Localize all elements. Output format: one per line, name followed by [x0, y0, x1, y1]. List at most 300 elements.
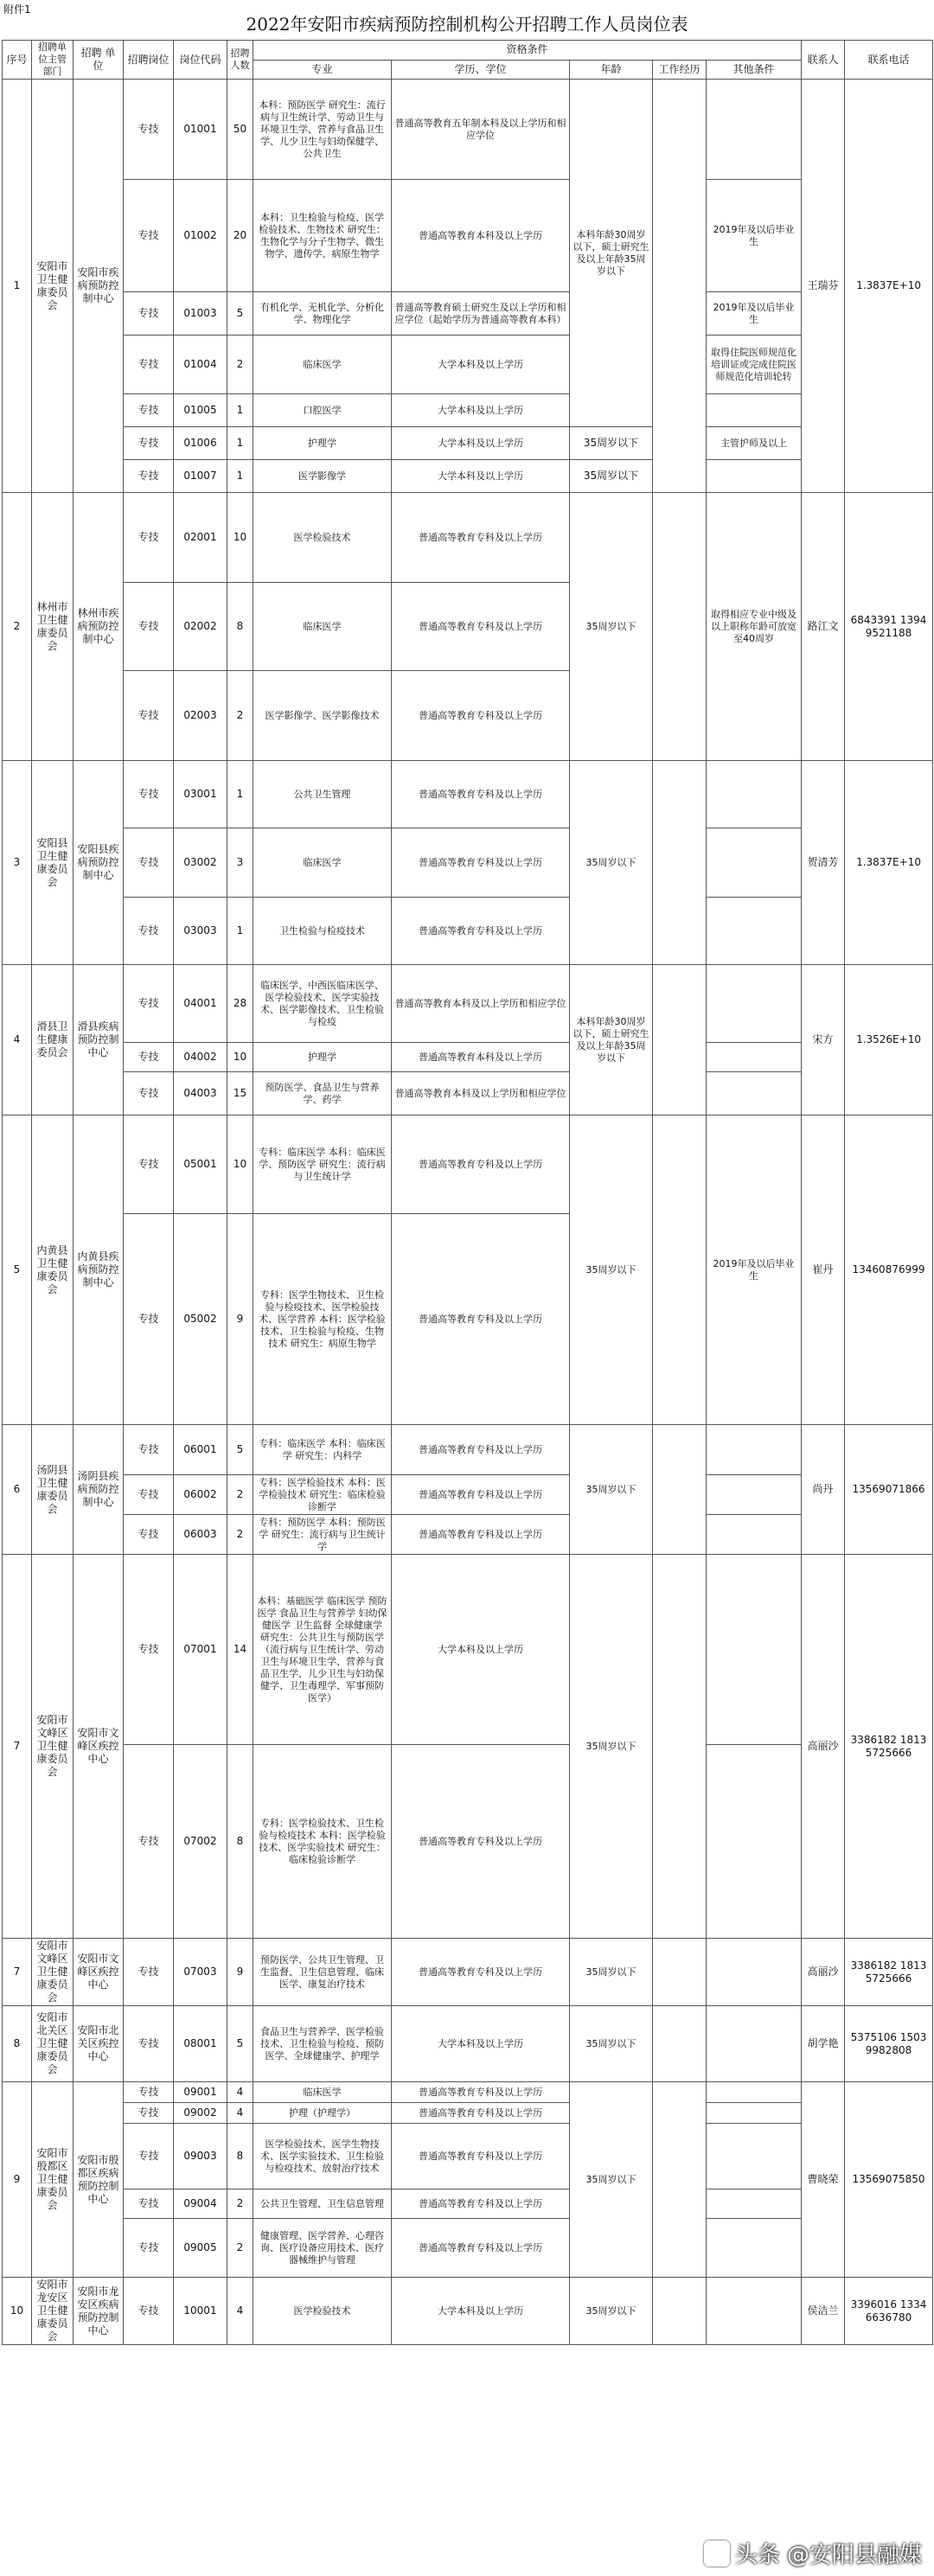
- header-qual: 资格条件: [253, 41, 802, 61]
- header-edu: 学历、学位: [392, 60, 570, 80]
- table-row: [3, 2103, 933, 2124]
- edu-cell: 普通高等教育专科及以上学历: [392, 1425, 570, 1475]
- type-cell: 专技: [124, 1425, 174, 1475]
- age-cell: 35周岁以下: [570, 427, 653, 460]
- other-cell: [707, 2278, 802, 2345]
- type-cell: 专技: [124, 583, 174, 671]
- phone-cell: 3396016 13346636780: [845, 2278, 933, 2345]
- code-cell: 09002: [174, 2103, 227, 2124]
- age-cell: 35周岁以下: [570, 1939, 653, 2006]
- unit-cell: 安阳市殷都区疾病预防控制中心: [74, 2082, 124, 2278]
- seq-cell: 4: [3, 965, 32, 1115]
- age-cell: 35周岁以下: [570, 2006, 653, 2082]
- contact-cell: 高丽沙: [802, 1555, 845, 1939]
- age-cell: 35周岁以下: [570, 1425, 653, 1555]
- count-cell: 15: [227, 1072, 253, 1115]
- code-cell: 02001: [174, 493, 227, 583]
- header-code: 岗位代码: [174, 41, 227, 80]
- edu-cell: 普通高等教育硕士研究生及以上学历和相应学位（起始学历为普通高等教育本科）: [392, 292, 570, 336]
- dept-cell: 安阳县卫生健康委员会: [32, 761, 74, 965]
- other-cell: [707, 761, 802, 828]
- type-cell: 专技: [124, 2219, 174, 2278]
- dept-cell: 安阳市北关区卫生健康委员会: [32, 2006, 74, 2082]
- major-cell: 预防医学、食品卫生与营养学、药学: [253, 1072, 392, 1115]
- count-cell: 4: [227, 2278, 253, 2345]
- count-cell: 5: [227, 292, 253, 336]
- phone-cell: 13569071866: [845, 1425, 933, 1555]
- table-row: [3, 2219, 933, 2278]
- dept-cell: 汤阴县卫生健康委员会: [32, 1425, 74, 1555]
- edu-cell: 普通高等教育专科及以上学历: [392, 898, 570, 965]
- age-cell: 35周岁以下: [570, 460, 653, 493]
- age-cell: 35周岁以下: [570, 2082, 653, 2278]
- code-cell: 01007: [174, 460, 227, 493]
- other-cell: [707, 898, 802, 965]
- count-cell: 20: [227, 180, 253, 292]
- other-cell: [707, 2103, 802, 2124]
- major-cell: 预防医学、公共卫生管理、卫生监督、卫生信息管理、临床医学、康复治疗技术: [253, 1939, 392, 2006]
- table-row: [3, 2189, 933, 2219]
- unit-cell: 滑县疾病预防控制中心: [74, 965, 124, 1115]
- header-phone: 联系电话: [845, 41, 933, 80]
- table-row: [3, 1043, 933, 1072]
- header-dept: 招聘单位主管部门: [32, 41, 74, 80]
- type-cell: 专技: [124, 394, 174, 427]
- contact-cell: 贺清芳: [802, 761, 845, 965]
- table-row: [3, 965, 933, 1043]
- phone-cell: 3386182 18135725666: [845, 1555, 933, 1939]
- type-cell: 专技: [124, 2124, 174, 2189]
- phone-cell: 13460876999: [845, 1115, 933, 1425]
- header-count: 招聘人数: [227, 41, 253, 80]
- count-cell: 1: [227, 898, 253, 965]
- seq-cell: 7: [3, 1555, 32, 1939]
- type-cell: 专技: [124, 2006, 174, 2082]
- age-cell: 本科年龄30周岁以下，硕士研究生及以上年龄35周岁以下: [570, 965, 653, 1115]
- count-cell: 28: [227, 965, 253, 1043]
- edu-cell: 普通高等教育专科及以上学历: [392, 2219, 570, 2278]
- major-cell: 专科：临床医学 本科：临床医学 研究生：内科学: [253, 1425, 392, 1475]
- edu-cell: 普通高等教育本科及以上学历: [392, 1043, 570, 1072]
- age-cell: 35周岁以下: [570, 2278, 653, 2345]
- type-cell: 专技: [124, 2278, 174, 2345]
- table-row: [3, 1072, 933, 1115]
- other-cell: 2019年及以后毕业生: [707, 1115, 802, 1425]
- edu-cell: 普通高等教育五年制本科及以上学历和相应学位: [392, 80, 570, 180]
- count-cell: 2: [227, 2189, 253, 2219]
- count-cell: 2: [227, 336, 253, 394]
- other-cell: 2019年及以后毕业生: [707, 180, 802, 292]
- type-cell: 专技: [124, 1745, 174, 1939]
- table-row: [3, 460, 933, 493]
- unit-cell: 安阳市文峰区疾控中心: [74, 1555, 124, 1939]
- code-cell: 09001: [174, 2082, 227, 2103]
- header-major: 专业: [253, 60, 392, 80]
- seq-cell: 5: [3, 1115, 32, 1425]
- seq-cell: 10: [3, 2278, 32, 2345]
- header-type: 招聘岗位: [124, 41, 174, 80]
- type-cell: 专技: [124, 1214, 174, 1425]
- other-cell: [707, 2219, 802, 2278]
- count-cell: 1: [227, 460, 253, 493]
- unit-cell: 汤阴县疾病预防控制中心: [74, 1425, 124, 1555]
- type-cell: 专技: [124, 965, 174, 1043]
- type-cell: 专技: [124, 898, 174, 965]
- major-cell: 医学检验技术: [253, 493, 392, 583]
- type-cell: 专技: [124, 2189, 174, 2219]
- major-cell: 护理学: [253, 1043, 392, 1072]
- code-cell: 07003: [174, 1939, 227, 2006]
- phone-cell: 6843391 13949521188: [845, 493, 933, 761]
- major-cell: 本科：卫生检验与检疫、医学检验技术、生物技术 研究生：生物化学与分子生物学、微生物学、遗传学、病原生物学: [253, 180, 392, 292]
- major-cell: 卫生检验与检疫技术: [253, 898, 392, 965]
- other-cell: [707, 460, 802, 493]
- count-cell: 5: [227, 2006, 253, 2082]
- table-row: [3, 1515, 933, 1555]
- other-cell: [707, 1475, 802, 1515]
- major-cell: 临床医学: [253, 336, 392, 394]
- major-cell: 医学影像学、医学影像技术: [253, 671, 392, 761]
- header-exp: 工作经历: [653, 60, 707, 80]
- count-cell: 2: [227, 1475, 253, 1515]
- age-cell: 35周岁以下: [570, 761, 653, 965]
- other-cell: [707, 2189, 802, 2219]
- type-cell: 专技: [124, 427, 174, 460]
- unit-cell: 安阳市文峰区疾控中心: [74, 1939, 124, 2006]
- edu-cell: 大学本科及以上学历: [392, 427, 570, 460]
- seq-cell: 2: [3, 493, 32, 761]
- edu-cell: 普通高等教育专科及以上学历: [392, 2189, 570, 2219]
- code-cell: 06001: [174, 1425, 227, 1475]
- major-cell: 临床医学: [253, 2082, 392, 2103]
- other-cell: 2019年及以后毕业生: [707, 292, 802, 336]
- exp-cell: [653, 493, 707, 761]
- other-cell: [707, 1555, 802, 1745]
- unit-cell: 内黄县疾病预防控制中心: [74, 1115, 124, 1425]
- unit-cell: 安阳市北关区疾控中心: [74, 2006, 124, 2082]
- major-cell: 医学影像学: [253, 460, 392, 493]
- table-row: [3, 2124, 933, 2189]
- edu-cell: 普通高等教育专科及以上学历: [392, 2082, 570, 2103]
- header-contact: 联系人: [802, 41, 845, 80]
- exp-cell: [653, 965, 707, 1115]
- table-row: [3, 828, 933, 898]
- major-cell: 健康管理、医学营养、心理咨询、医疗设备应用技术、医疗器械维护与管理: [253, 2219, 392, 2278]
- major-cell: 专科：医学检验技术、卫生检验与检疫技术 本科：医学检验技术、医学实验技术 研究生：临床检验诊断学: [253, 1745, 392, 1939]
- media-logo-icon: [704, 2541, 730, 2566]
- dept-cell: 安阳市殷都区卫生健康委员会: [32, 2082, 74, 2278]
- type-cell: 专技: [124, 2082, 174, 2103]
- major-cell: 专科：医学生物技术、卫生检验与检疫技术、医学检验技术、医学营养 本科：医学检验技术、卫生检验与检疫、生物技术 研究生：病原生物学: [253, 1214, 392, 1425]
- type-cell: 专技: [124, 671, 174, 761]
- count-cell: 10: [227, 1043, 253, 1072]
- edu-cell: 普通高等教育专科及以上学历: [392, 2124, 570, 2189]
- type-cell: 专技: [124, 1043, 174, 1072]
- table-row: [3, 180, 933, 292]
- phone-cell: 1.3526E+10: [845, 965, 933, 1115]
- page-title: 2022年安阳市疾病预防控制机构公开招聘工作人员岗位表: [246, 14, 688, 35]
- major-cell: 本科：基础医学 临床医学 预防医学 食品卫生与营养学 妇幼保健医学 卫生监督 全球健康学 研究生：公共卫生与预防医学（流行病与卫生统计学、劳动卫生与环境卫生学、营养与食品卫生学、儿少卫生与妇幼保健学、卫生毒理学、军事预防医学）: [253, 1555, 392, 1745]
- other-cell: [707, 80, 802, 180]
- dept-cell: 林州市卫生健康委员会: [32, 493, 74, 761]
- table-row: [3, 1425, 933, 1475]
- major-cell: 护理学: [253, 427, 392, 460]
- table-row: [3, 1745, 933, 1939]
- dept-cell: 安阳市文峰区卫生健康委员会: [32, 1555, 74, 1939]
- edu-cell: 普通高等教育专科及以上学历: [392, 1515, 570, 1555]
- type-cell: 专技: [124, 1555, 174, 1745]
- age-cell: 本科年龄30周岁以下，硕士研究生及以上年龄35周岁以下: [570, 80, 653, 427]
- code-cell: 01002: [174, 180, 227, 292]
- seq-cell: 8: [3, 2006, 32, 2082]
- major-cell: 医学检验技术: [253, 2278, 392, 2345]
- header-unit: 招聘 单位: [74, 41, 124, 80]
- other-cell: 取得住院医师规范化培训证或完成住院医师规范化培训轮转: [707, 336, 802, 394]
- contact-cell: 宋方: [802, 965, 845, 1115]
- exp-cell: [653, 2082, 707, 2278]
- dept-cell: 滑县卫生健康委员会: [32, 965, 74, 1115]
- code-cell: 03002: [174, 828, 227, 898]
- code-cell: 01004: [174, 336, 227, 394]
- code-cell: 02003: [174, 671, 227, 761]
- other-cell: [707, 965, 802, 1043]
- exp-cell: [653, 80, 707, 493]
- other-cell: [707, 2124, 802, 2189]
- seq-cell: 9: [3, 2082, 32, 2278]
- edu-cell: 普通高等教育专科及以上学历: [392, 1939, 570, 2006]
- table-row: [3, 1555, 933, 1745]
- table-row: [3, 493, 933, 583]
- type-cell: 专技: [124, 828, 174, 898]
- attachment-label: 附件1: [3, 3, 31, 16]
- exp-cell: [653, 2278, 707, 2345]
- code-cell: 01003: [174, 292, 227, 336]
- unit-cell: 安阳县疾病预防控制中心: [74, 761, 124, 965]
- edu-cell: 普通高等教育专科及以上学历: [392, 1214, 570, 1425]
- edu-cell: 大学本科及以上学历: [392, 1555, 570, 1745]
- count-cell: 14: [227, 1555, 253, 1745]
- contact-cell: 崔丹: [802, 1115, 845, 1425]
- count-cell: 4: [227, 2103, 253, 2124]
- table-row: [3, 2278, 933, 2345]
- edu-cell: 大学本科及以上学历: [392, 460, 570, 493]
- table-row: [3, 292, 933, 336]
- table-row: [3, 1475, 933, 1515]
- type-cell: 专技: [124, 493, 174, 583]
- dept-cell: 安阳市龙安区卫生健康委员会: [32, 2278, 74, 2345]
- phone-cell: 3386182 18135725666: [845, 1939, 933, 2006]
- code-cell: 10001: [174, 2278, 227, 2345]
- seq-cell: 1: [3, 80, 32, 493]
- phone-cell: 13569075850: [845, 2082, 933, 2278]
- contact-cell: 尚丹: [802, 1425, 845, 1555]
- age-cell: 35周岁以下: [570, 493, 653, 761]
- edu-cell: 普通高等教育专科及以上学历: [392, 761, 570, 828]
- other-cell: [707, 1072, 802, 1115]
- seq-cell: 3: [3, 761, 32, 965]
- major-cell: 公共卫生管理: [253, 761, 392, 828]
- other-cell: 主管护师及以上: [707, 427, 802, 460]
- age-cell: 35周岁以下: [570, 1555, 653, 1939]
- table-row: [3, 394, 933, 427]
- count-cell: 4: [227, 2082, 253, 2103]
- count-cell: 2: [227, 671, 253, 761]
- code-cell: 07001: [174, 1555, 227, 1745]
- code-cell: 01006: [174, 427, 227, 460]
- other-cell: [707, 2082, 802, 2103]
- exp-cell: [653, 1555, 707, 1939]
- code-cell: 05001: [174, 1115, 227, 1214]
- type-cell: 专技: [124, 1515, 174, 1555]
- edu-cell: 普通高等教育专科及以上学历: [392, 493, 570, 583]
- contact-cell: 曹晓荣: [802, 2082, 845, 2278]
- type-cell: 专技: [124, 292, 174, 336]
- code-cell: 04002: [174, 1043, 227, 1072]
- watermark-text: 头条 @安阳县融媒: [734, 2542, 922, 2568]
- edu-cell: 普通高等教育专科及以上学历: [392, 828, 570, 898]
- code-cell: 06002: [174, 1475, 227, 1515]
- table-row: [3, 2006, 933, 2082]
- major-cell: 口腔医学: [253, 394, 392, 427]
- code-cell: 01005: [174, 394, 227, 427]
- table-row: [3, 898, 933, 965]
- dept-cell: 安阳市文峰区卫生健康委员会: [32, 1939, 74, 2006]
- code-cell: 05002: [174, 1214, 227, 1425]
- other-cell: [707, 1745, 802, 1939]
- edu-cell: 普通高等教育专科及以上学历: [392, 2103, 570, 2124]
- code-cell: 01001: [174, 80, 227, 180]
- exp-cell: [653, 1425, 707, 1555]
- edu-cell: 普通高等教育本科及以上学历和相应学位: [392, 1072, 570, 1115]
- count-cell: 50: [227, 80, 253, 180]
- age-cell: 35周岁以下: [570, 1115, 653, 1425]
- code-cell: 02002: [174, 583, 227, 671]
- recruitment-table: [2, 40, 933, 2345]
- count-cell: 2: [227, 2219, 253, 2278]
- unit-cell: 安阳市龙安区疾病预防控制中心: [74, 2278, 124, 2345]
- other-cell: [707, 394, 802, 427]
- table-row: [3, 1939, 933, 2006]
- type-cell: 专技: [124, 2103, 174, 2124]
- table-row: [3, 80, 933, 180]
- major-cell: 专科：预防医学 本科：预防医学 研究生：流行病与卫生统计学: [253, 1515, 392, 1555]
- count-cell: 5: [227, 1425, 253, 1475]
- code-cell: 07002: [174, 1745, 227, 1939]
- exp-cell: [653, 1115, 707, 1425]
- major-cell: 专科：临床医学 本科：临床医学、预防医学 研究生：流行病与卫生统计学: [253, 1115, 392, 1214]
- header-seq: 序号: [3, 41, 32, 80]
- count-cell: 2: [227, 1515, 253, 1555]
- edu-cell: 普通高等教育专科及以上学历: [392, 671, 570, 761]
- table-row: [3, 761, 933, 828]
- count-cell: 8: [227, 2124, 253, 2189]
- edu-cell: 大学本科及以上学历: [392, 2278, 570, 2345]
- dept-cell: 安阳市卫生健康委员会: [32, 80, 74, 493]
- contact-cell: 胡学艳: [802, 2006, 845, 2082]
- major-cell: 本科：预防医学 研究生：流行病与卫生统计学、劳动卫生与环境卫生学、营养与食品卫生学、儿少卫生与妇幼保健学、公共卫生: [253, 80, 392, 180]
- contact-cell: 侯洁兰: [802, 2278, 845, 2345]
- code-cell: 09004: [174, 2189, 227, 2219]
- other-cell: 取得相应专业中级及以上职称年龄可放宽至40周岁: [707, 493, 802, 761]
- edu-cell: 普通高等教育专科及以上学历: [392, 1475, 570, 1515]
- code-cell: 03001: [174, 761, 227, 828]
- major-cell: 有机化学、无机化学、分析化学、物理化学: [253, 292, 392, 336]
- seq-cell: 7: [3, 1939, 32, 2006]
- type-cell: 专技: [124, 1939, 174, 2006]
- seq-cell: 6: [3, 1425, 32, 1555]
- major-cell: 公共卫生管理、卫生信息管理: [253, 2189, 392, 2219]
- count-cell: 3: [227, 828, 253, 898]
- table-row: [3, 336, 933, 394]
- edu-cell: 普通高等教育本科及以上学历和相应学位: [392, 965, 570, 1043]
- unit-cell: 安阳市疾病预防控制中心: [74, 80, 124, 493]
- count-cell: 9: [227, 1214, 253, 1425]
- header-age: 年龄: [570, 60, 653, 80]
- count-cell: 1: [227, 427, 253, 460]
- code-cell: 09003: [174, 2124, 227, 2189]
- type-cell: 专技: [124, 1072, 174, 1115]
- other-cell: [707, 2006, 802, 2082]
- code-cell: 03003: [174, 898, 227, 965]
- contact-cell: 高丽沙: [802, 1939, 845, 2006]
- other-cell: [707, 1043, 802, 1072]
- edu-cell: 普通高等教育专科及以上学历: [392, 1745, 570, 1939]
- contact-cell: 王瑞芬: [802, 80, 845, 493]
- code-cell: 04003: [174, 1072, 227, 1115]
- type-cell: 专技: [124, 336, 174, 394]
- edu-cell: 普通高等教育专科及以上学历: [392, 1115, 570, 1214]
- edu-cell: 大学本科及以上学历: [392, 336, 570, 394]
- count-cell: 9: [227, 1939, 253, 2006]
- count-cell: 10: [227, 1115, 253, 1214]
- dept-cell: 内黄县卫生健康委员会: [32, 1115, 74, 1425]
- table-row: [3, 2082, 933, 2103]
- major-cell: 临床医学、中西医临床医学、医学检验技术、医学实验技术、医学影像技术、卫生检验与检疫: [253, 965, 392, 1043]
- watermark: [704, 2537, 922, 2569]
- type-cell: 专技: [124, 460, 174, 493]
- count-cell: 1: [227, 761, 253, 828]
- code-cell: 08001: [174, 2006, 227, 2082]
- type-cell: 专技: [124, 180, 174, 292]
- code-cell: 04001: [174, 965, 227, 1043]
- phone-cell: 1.3837E+10: [845, 80, 933, 493]
- major-cell: 专科：医学检验技术 本科：医学检验技术 研究生：临床检验诊断学: [253, 1475, 392, 1515]
- phone-cell: 1.3837E+10: [845, 761, 933, 965]
- edu-cell: 大学本科及以上学历: [392, 394, 570, 427]
- other-cell: [707, 1515, 802, 1555]
- table-row: [3, 1115, 933, 1214]
- phone-cell: 5375106 15039982808: [845, 2006, 933, 2082]
- type-cell: 专技: [124, 1115, 174, 1214]
- edu-cell: 普通高等教育本科及以上学历: [392, 180, 570, 292]
- edu-cell: 普通高等教育专科及以上学历: [392, 583, 570, 671]
- major-cell: 护理（护理学）: [253, 2103, 392, 2124]
- other-cell: [707, 828, 802, 898]
- other-cell: [707, 1939, 802, 2006]
- exp-cell: [653, 2006, 707, 2082]
- table-row: [3, 427, 933, 460]
- type-cell: 专技: [124, 80, 174, 180]
- count-cell: 8: [227, 1745, 253, 1939]
- contact-cell: 路江文: [802, 493, 845, 761]
- type-cell: 专技: [124, 1475, 174, 1515]
- exp-cell: [653, 761, 707, 965]
- major-cell: 食品卫生与营养学、医学检验技术、卫生检验与检疫、预防医学、全球健康学、护理学: [253, 2006, 392, 2082]
- major-cell: 医学检验技术、医学生物技术、医学实验技术、卫生检验与检疫技术、放射治疗技术: [253, 2124, 392, 2189]
- code-cell: 09005: [174, 2219, 227, 2278]
- other-cell: [707, 1425, 802, 1475]
- edu-cell: 大学本科及以上学历: [392, 2006, 570, 2082]
